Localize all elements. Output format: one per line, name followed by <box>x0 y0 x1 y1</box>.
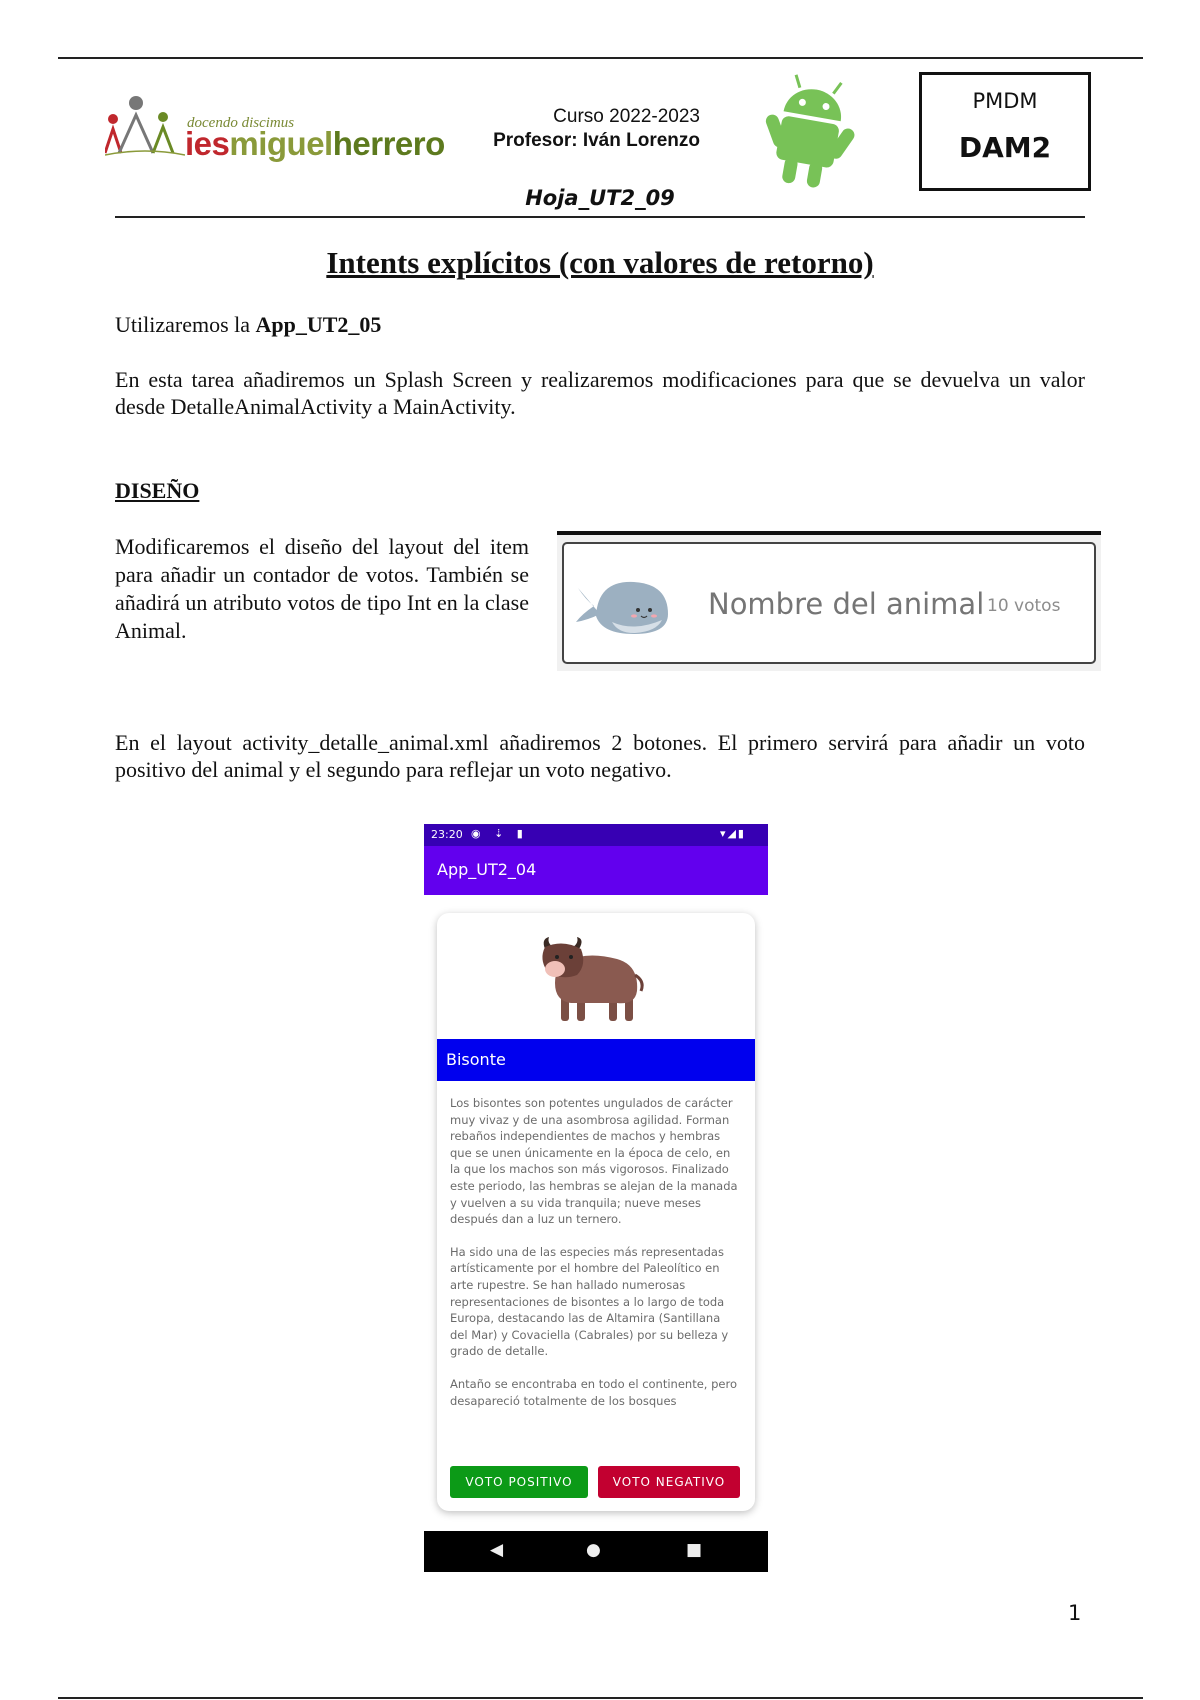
animal-name-bar <box>437 1039 755 1081</box>
back-icon[interactable]: ◀ <box>490 1540 504 1560</box>
status-time: 23:20 <box>431 828 463 841</box>
paragraph-app: Utilizaremos la App_UT2_05 <box>115 312 382 337</box>
subject-box <box>919 72 1091 191</box>
top-rule <box>58 57 1143 59</box>
home-icon[interactable]: ● <box>586 1540 601 1560</box>
item-animal-name: Nombre del animal <box>708 587 985 621</box>
animal-detail-card <box>437 913 755 1511</box>
logo-wordmark: iesmiguelherrero <box>185 125 445 162</box>
paragraph-intro: En esta tarea añadiremos un Splash Screen y realizaremos modificaciones para que se devuelva un valor desde DetalleAnimalActivity a MainActivity. <box>115 367 1085 419</box>
professor-name: Profesor: Iván Lorenzo <box>493 130 700 151</box>
description-paragraph: Antaño se encontraba en todo el continente, pero desapareció totalmente de los bosques <box>450 1376 737 1408</box>
course-year: Curso 2022-2023 <box>553 106 700 127</box>
header-rule <box>115 216 1085 218</box>
bottom-rule <box>58 1697 1143 1699</box>
phone-screenshot <box>424 824 768 1572</box>
logo-motto: docendo discimus <box>187 115 295 131</box>
description-paragraph: Los bisontes son potentes ungulados de carácter muy vivaz y de una asombrosa agilidad. Forman rebaños independientes de machos y hembras que se unen únicamente en la época de celo, en la que los machos son más vigorosos. Finalizado este periodo, las hembras se alejan de la manada y vuelven a su vida tranquila; nueve meses después dan a luz un ternero. <box>450 1096 738 1227</box>
design-heading: DISEÑO <box>115 478 200 503</box>
page-number: 1 <box>1068 1601 1082 1625</box>
app-name: App_UT2_05 <box>255 312 382 337</box>
signal-battery-icons: ▾◢▮ <box>719 827 746 840</box>
vote-negative-button[interactable]: VOTO NEGATIVO <box>598 1466 740 1498</box>
app-title: App_UT2_04 <box>437 860 537 879</box>
animal-name: Bisonte <box>446 1050 506 1069</box>
group-label: DAM2 <box>958 131 1052 164</box>
animal-description[interactable] <box>450 1095 740 1445</box>
item-layout-preview <box>557 531 1101 671</box>
school-logo <box>105 95 445 170</box>
description-paragraph: Ha sido una de las especies más representadas artísticamente por el hombre del Paleolítico en arte rupestre. Se han hallado numerosas representaciones de bisontes a lo largo de toda Europa, destacando las de Altamira (Santillana del Mar) y Covaciella (Cabrales) por su belleza y grado de detalle. <box>450 1244 729 1359</box>
paragraph-design: Modificaremos el diseño del layout del item para añadir un contador de votos. También se añadirá un atributo votos de tipo Int en la clase Animal. <box>115 534 529 643</box>
subject-label: PMDM <box>972 89 1038 113</box>
course-info <box>440 105 700 153</box>
vote-positive-button[interactable]: VOTO POSITIVO <box>450 1466 588 1498</box>
document-title: Intents explícitos (con valores de retorno) <box>326 245 874 280</box>
whale-icon <box>572 570 672 640</box>
navigation-bar <box>424 1531 768 1572</box>
bison-icon <box>537 935 647 1025</box>
recents-icon[interactable]: ■ <box>686 1540 703 1560</box>
app-bar <box>424 846 768 895</box>
item-card <box>562 542 1096 664</box>
paragraph-buttons: En el layout activity_detalle_animal.xml añadiremos 2 botones. El primero servirá para añadir un voto positivo del animal y el segundo para reflejar un voto negativo. <box>115 730 1085 782</box>
sheet-label: Hoja_UT2_09 <box>525 186 675 210</box>
item-votes-counter: 10 votos <box>987 596 1061 616</box>
android-icon <box>752 74 866 192</box>
status-bar <box>424 824 768 846</box>
notification-icons: ◉ ⇣ ▮ <box>471 827 528 840</box>
school-logo-figures <box>105 95 185 165</box>
